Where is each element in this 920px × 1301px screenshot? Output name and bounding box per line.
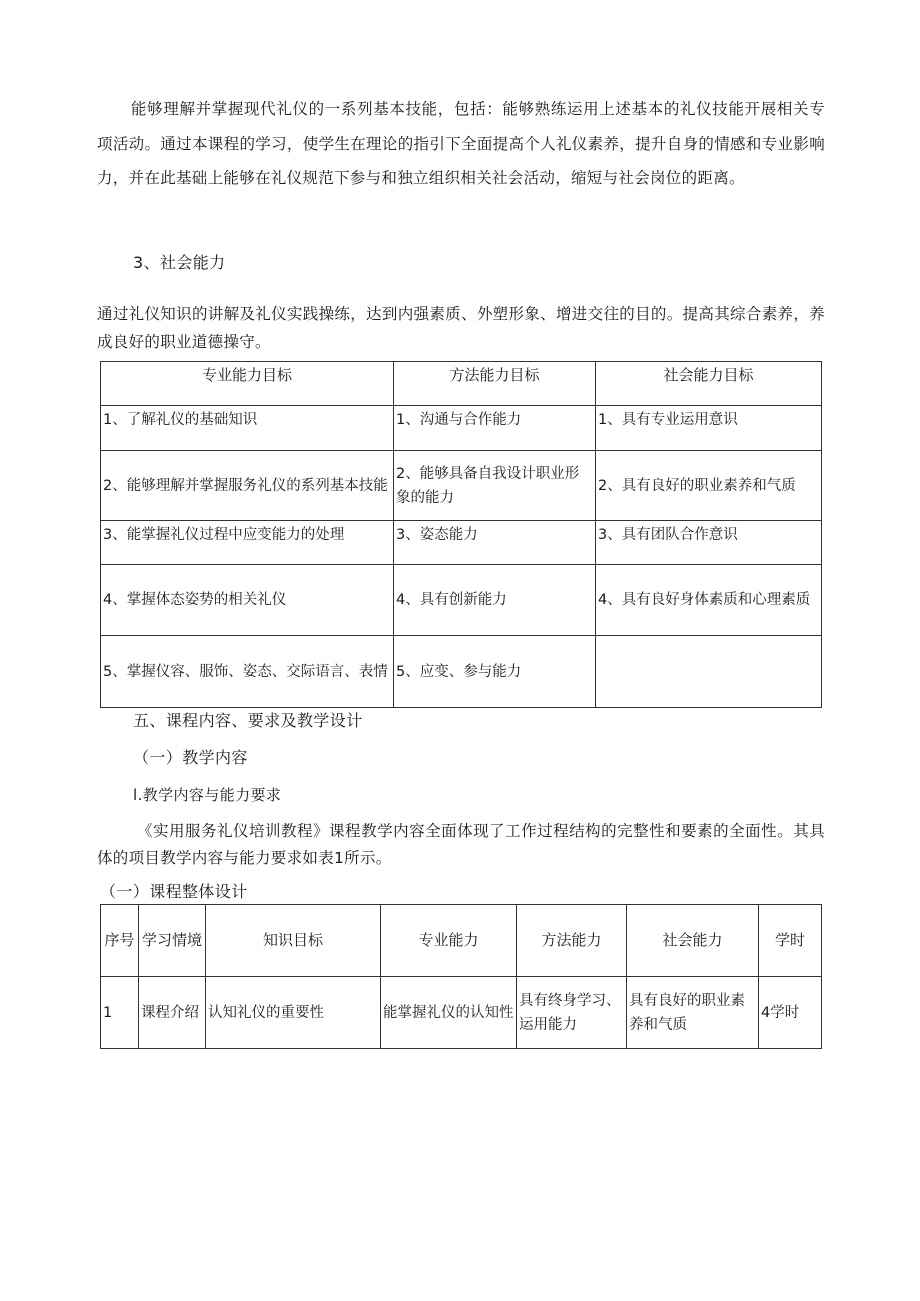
table-cell: 3、姿态能力 [394, 521, 596, 565]
intro-paragraph: 能够理解并掌握现代礼仪的一系列基本技能，包括：能够熟练运用上述基本的礼仪技能开展相关专项活动。通过本课程的学习，使学生在理论的指引下全面提高个人礼仪素养，提升自身的情感和专业影响力，并在此基础上能够在礼仪规范下参与和独立组织相关社会活动，缩短与社会岗位的距离。 [97, 100, 825, 187]
table-cell: 4、掌握体态姿势的相关礼仪 [101, 565, 394, 636]
table-cell: 3、具有团队合作意识 [596, 521, 822, 565]
design-heading: （一）课程整体设计 [100, 882, 248, 901]
table-cell: 3、能掌握礼仪过程中应变能力的处理 [101, 521, 394, 565]
table-cell: 1、具有专业运用意识 [596, 406, 822, 451]
header-professional-ability: 专业能力 [381, 905, 517, 977]
table-cell: 5、掌握仪容、服饰、姿态、交际语言、表情 [101, 636, 394, 708]
table-cell: 2、能够具备自我设计职业形象的能力 [394, 451, 596, 521]
table-cell: 具有终身学习、运用能力 [517, 977, 627, 1049]
header-learning-context: 学习情境 [139, 905, 206, 977]
table-cell: 2、能够理解并掌握服务礼仪的系列基本技能 [101, 451, 394, 521]
header-hours: 学时 [759, 905, 822, 977]
table-cell: 课程介绍 [139, 977, 206, 1049]
table-cell: 认知礼仪的重要性 [206, 977, 381, 1049]
header-social-ability: 社会能力 [627, 905, 759, 977]
header-social-ability: 社会能力目标 [596, 362, 822, 406]
table-cell [596, 636, 822, 708]
header-professional-ability: 专业能力目标 [101, 362, 394, 406]
table-cell: 4学时 [759, 977, 822, 1049]
table-row [101, 636, 822, 708]
subsection-1-heading: （一）教学内容 [133, 748, 248, 767]
table-cell: 能掌握礼仪的认知性 [381, 977, 517, 1049]
table-row [101, 565, 822, 636]
header-index: 序号 [101, 905, 139, 977]
table-cell: 1 [101, 977, 139, 1049]
table-cell: 4、具有创新能力 [394, 565, 596, 636]
section-5-heading: 五、课程内容、要求及教学设计 [133, 711, 363, 730]
design-table [100, 904, 822, 1049]
table-header-row [101, 905, 822, 977]
table-row [101, 521, 822, 565]
header-method-ability: 方法能力目标 [394, 362, 596, 406]
table-cell: 1、沟通与合作能力 [394, 406, 596, 451]
table-cell: 4、具有良好身体素质和心理素质 [596, 565, 822, 636]
table-row [101, 406, 822, 451]
table-cell: 1、了解礼仪的基础知识 [101, 406, 394, 451]
table-header-row [101, 362, 822, 406]
content-paragraph: 《实用服务礼仪培训教程》课程教学内容全面体现了工作过程结构的完整性和要素的全面性。其具体的项目教学内容与能力要求如表1所示。 [97, 822, 825, 867]
table-row [101, 977, 822, 1049]
section-3-heading: 3、社会能力 [133, 253, 226, 272]
header-method-ability: 方法能力 [517, 905, 627, 977]
table-cell: 具有良好的职业素养和气质 [627, 977, 759, 1049]
table-row [101, 451, 822, 521]
header-knowledge-goal: 知识目标 [206, 905, 381, 977]
ability-table [100, 361, 822, 708]
social-paragraph: 通过礼仪知识的讲解及礼仪实践操练，达到内强素质、外塑形象、增进交往的目的。提高其综合素养，养成良好的职业道德操守。 [97, 305, 825, 351]
subsection-1-1-heading: l.教学内容与能力要求 [133, 786, 282, 804]
table-cell: 2、具有良好的职业素养和气质 [596, 451, 822, 521]
table-cell: 5、应变、参与能力 [394, 636, 596, 708]
